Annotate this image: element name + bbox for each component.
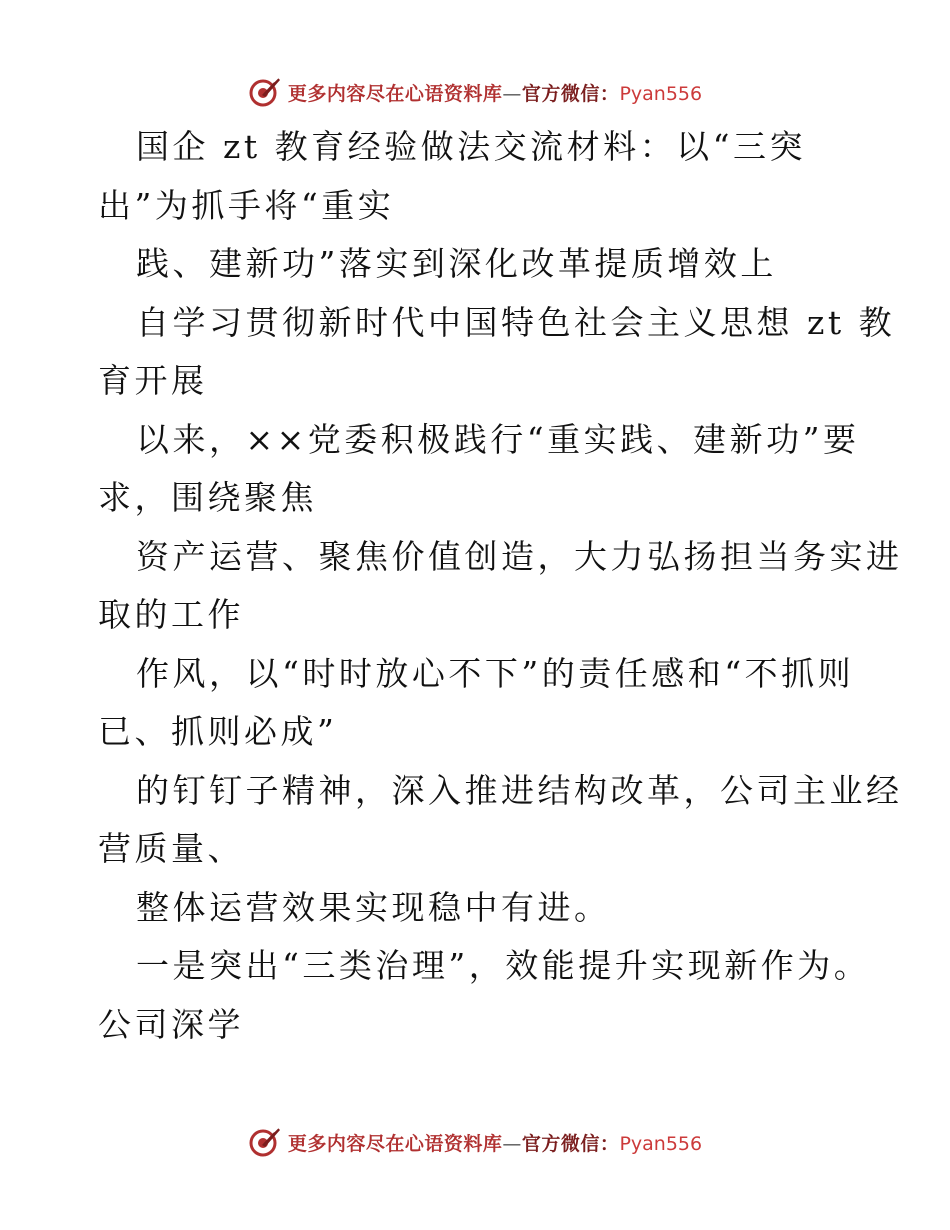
paragraph-line: 以来，××党委积极践行“重实践、建新功”要 (136, 419, 860, 459)
paragraph-line: 一是突出“三类治理”，效能提升实现新作为。 (136, 946, 871, 985)
paragraph-line: 自学习贯彻新时代中国特色社会主义思想 zt 教 (136, 302, 896, 342)
paragraph-line: 资产运营、聚焦价值创造，大力弘扬担当务实进 (136, 536, 903, 576)
footer-watermark (0, 1122, 950, 1162)
paragraph-line: 求，围绕聚焦 (98, 478, 317, 517)
paragraph-line: 取的工作 (98, 595, 244, 634)
paragraph-line: 营质量、 (98, 829, 244, 868)
paragraph-line: 的钉钉子精神，深入推进结构改革，公司主业经 (136, 770, 903, 810)
paragraph-line: 践、建新功”落实到深化改革提质增效上 (136, 244, 777, 283)
paragraph-line: 已、抓则必成” (98, 712, 338, 751)
quill-logo-icon (248, 75, 282, 109)
paragraph-line: 出”为抓手将“重实 (98, 185, 395, 225)
paragraph-line: 国企 zt 教育经验做法交流材料：以“三突 (136, 127, 806, 166)
quill-logo-icon (248, 1125, 282, 1159)
header-watermark (0, 72, 950, 112)
paragraph-line: 育开展 (98, 361, 208, 400)
paragraph-line: 整体运营效果实现稳中有进。 (136, 887, 611, 927)
paragraph-line: 公司深学 (98, 1004, 244, 1044)
document-body (98, 118, 903, 1054)
watermark-text: 更多内容尽在心语资料库—官方微信：Pyan556 (287, 1132, 703, 1155)
watermark-text: 更多内容尽在心语资料库—官方微信：Pyan556 (287, 82, 703, 105)
paragraph-line: 作风，以“时时放心不下”的责任感和“不抓则 (136, 653, 855, 693)
